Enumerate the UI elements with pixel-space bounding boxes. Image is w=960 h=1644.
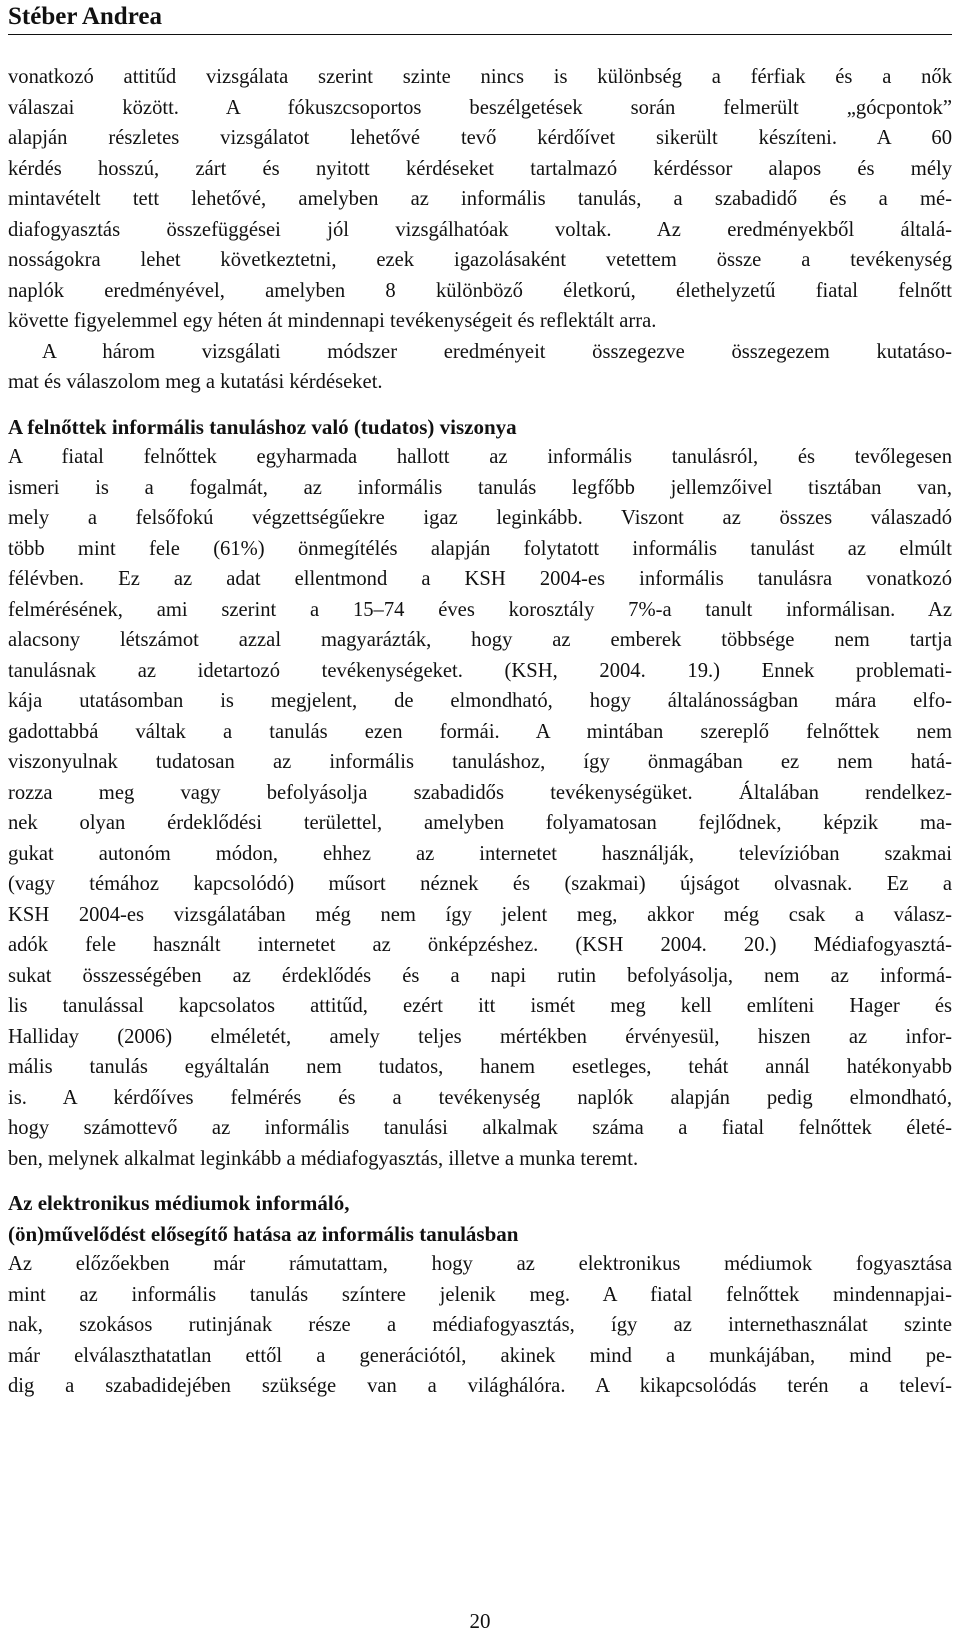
text-line: ismeri is a fogalmát, az informális tanulás legfőbb jellemzőivel tisztában van, <box>8 476 952 499</box>
section-heading-line: Az elektronikus médiumok informáló, <box>8 1191 350 1215</box>
text-line: vonatkozó attitűd vizsgálata szerint szinte nincs is különbség a férfiak és a nők <box>8 66 952 88</box>
text-line: nosságokra lehet következtetni, ezek igazolásaként vetettem össze a tevékenység <box>8 249 952 271</box>
text-line: adók fele használt internetet az önképzéshez. (KSH 2004. 20.) Médiafogyasztá- <box>8 934 952 956</box>
text-line: mat és válaszolom meg a kutatási kérdéseket. <box>8 371 383 393</box>
text-line: KSH 2004-es vizsgálatában még nem így jelent meg, akkor még csak a válasz- <box>8 903 952 926</box>
section-heading: A felnőttek informális tanuláshoz való (tudatos) viszonya <box>8 414 517 439</box>
text-line: A fiatal felnőttek egyharmada hallott az informális tanulásról, és tevőlegesen <box>8 446 952 468</box>
text-line: Az előzőekben már rámutattam, hogy az elektronikus médiumok fogyasztása <box>8 1253 952 1275</box>
text-line: hogy számottevő az informális tanulási alkalmak száma a fiatal felnőttek életé- <box>8 1117 952 1139</box>
paragraph-intro <box>8 62 952 337</box>
text-line: rozza meg vagy befolyásolja szabadidős tevékenységüket. Általában rendelkez- <box>8 781 952 804</box>
text-line: kérdés hosszú, zárt és nyitott kérdéseket tartalmazó kérdéssor alapos és mély <box>8 157 952 180</box>
text-line: válaszai között. A fókuszcsoportos beszélgetések során felmerült „gócpontok” <box>8 96 952 119</box>
text-line: Halliday (2006) elméletét, amely teljes mértékben érvényesül, hiszen az infor- <box>8 1025 952 1048</box>
page-number: 20 <box>469 1609 491 1633</box>
text-line: gadottabbá váltak a tanulás ezen formái. A mintában szereplő felnőttek nem <box>8 720 952 743</box>
text-line: nak, szokásos rutinjának része a médiafogyasztás, így az internethasználat szinte <box>8 1314 952 1336</box>
text-line: félévben. Ez az adat ellentmond a KSH 2004-es informális tanulásra vonatkozó <box>8 568 952 590</box>
text-line: sukat összességében az érdeklődés és a napi rutin befolyásolja, nem az informá- <box>8 964 952 987</box>
text-line: dig a szabadidejében szüksége van a világhálóra. A kikapcsolódás terén a televí- <box>8 1375 952 1397</box>
text-line: több mint fele (61%) önmegítélés alapján folytatott informális tanulást az elmúlt <box>8 537 952 560</box>
text-line: lis tanulással kapcsolatos attitűd, ezért itt ismét meg kell említeni Hager és <box>8 995 952 1017</box>
section-informal-learning-attitude <box>8 412 952 1175</box>
paragraph-summary <box>8 337 952 398</box>
text-line: mely a felsőfokú végzettségűekre igaz leginkább. Viszont az összes válaszadó <box>8 507 952 529</box>
section-heading-line: (ön)művelődést elősegítő hatása az informális tanulásban <box>8 1221 519 1246</box>
section-electronic-media <box>8 1188 952 1402</box>
text-line: már elválaszthatatlan ettől a generációtól, akinek mind a munkájában, mind pe- <box>8 1344 952 1367</box>
text-line: követte figyelemmel egy héten át mindennapi tevékenységeit és reflektált arra. <box>8 310 657 332</box>
text-line: kája utatásomban is megjelent, de elmondható, hogy általánosságban mára elfo- <box>8 690 952 712</box>
text-line: is. A kérdőíves felmérés és a tevékenység naplók alapján pedig elmondható, <box>8 1086 952 1109</box>
text-line: nek olyan érdeklődési területtel, amelyben folyamatosan fejlődnek, képzik ma- <box>8 812 952 834</box>
document-page <box>8 0 952 1644</box>
text-line: alapján részletes vizsgálatot lehetővé tevő kérdőívet sikerült készíteni. A 60 <box>8 127 952 149</box>
running-head-author: Stéber Andrea <box>8 3 162 30</box>
text-line: ben, melynek alkalmat leginkább a médiafogyasztás, illetve a munka teremt. <box>8 1147 639 1170</box>
header-rule <box>8 34 952 35</box>
section-spacer <box>8 1174 952 1188</box>
text-line: tanulásnak az idetartozó tevékenységeket. (KSH, 2004. 19.) Ennek problemati- <box>8 659 952 682</box>
text-line: mint az informális tanulás színtere jelenik meg. A fiatal felnőttek mindennapjai- <box>8 1283 952 1306</box>
text-line: naplók eredményével, amelyben 8 különböző életkorú, élethelyzetű fiatal felnőtt <box>8 279 952 302</box>
text-line: viszonyulnak tudatosan az informális tanuláshoz, így önmagában ez nem hatá- <box>8 751 952 773</box>
text-line: gukat autonóm módon, ehhez az internetet használják, televízióban szakmai <box>8 842 952 865</box>
page-body <box>8 62 952 1402</box>
text-line: mális tanulás egyáltalán nem tudatos, hanem esetleges, tehát annál hatékonyabb <box>8 1056 952 1078</box>
text-line: felmérésének, ami szerint a 15–74 éves korosztály 7%-a tanult informálisan. Az <box>8 598 952 621</box>
text-line: diafogyasztás összefüggései jól vizsgálhatóak voltak. Az eredményekből általá- <box>8 218 952 241</box>
text-line: alacsony létszámot azzal magyarázták, hogy az emberek többsége nem tartja <box>8 629 952 651</box>
text-line: (vagy témához kapcsolódó) műsort néznek és (szakmai) újságot olvasnak. Ez a <box>8 873 952 895</box>
text-line: A három vizsgálati módszer eredményeit összegezve összegezem kutatáso- <box>42 340 952 363</box>
section-spacer <box>8 398 952 412</box>
text-line: mintavételt tett lehetővé, amelyben az informális tanulás, a szabadidő és a mé- <box>8 188 952 210</box>
